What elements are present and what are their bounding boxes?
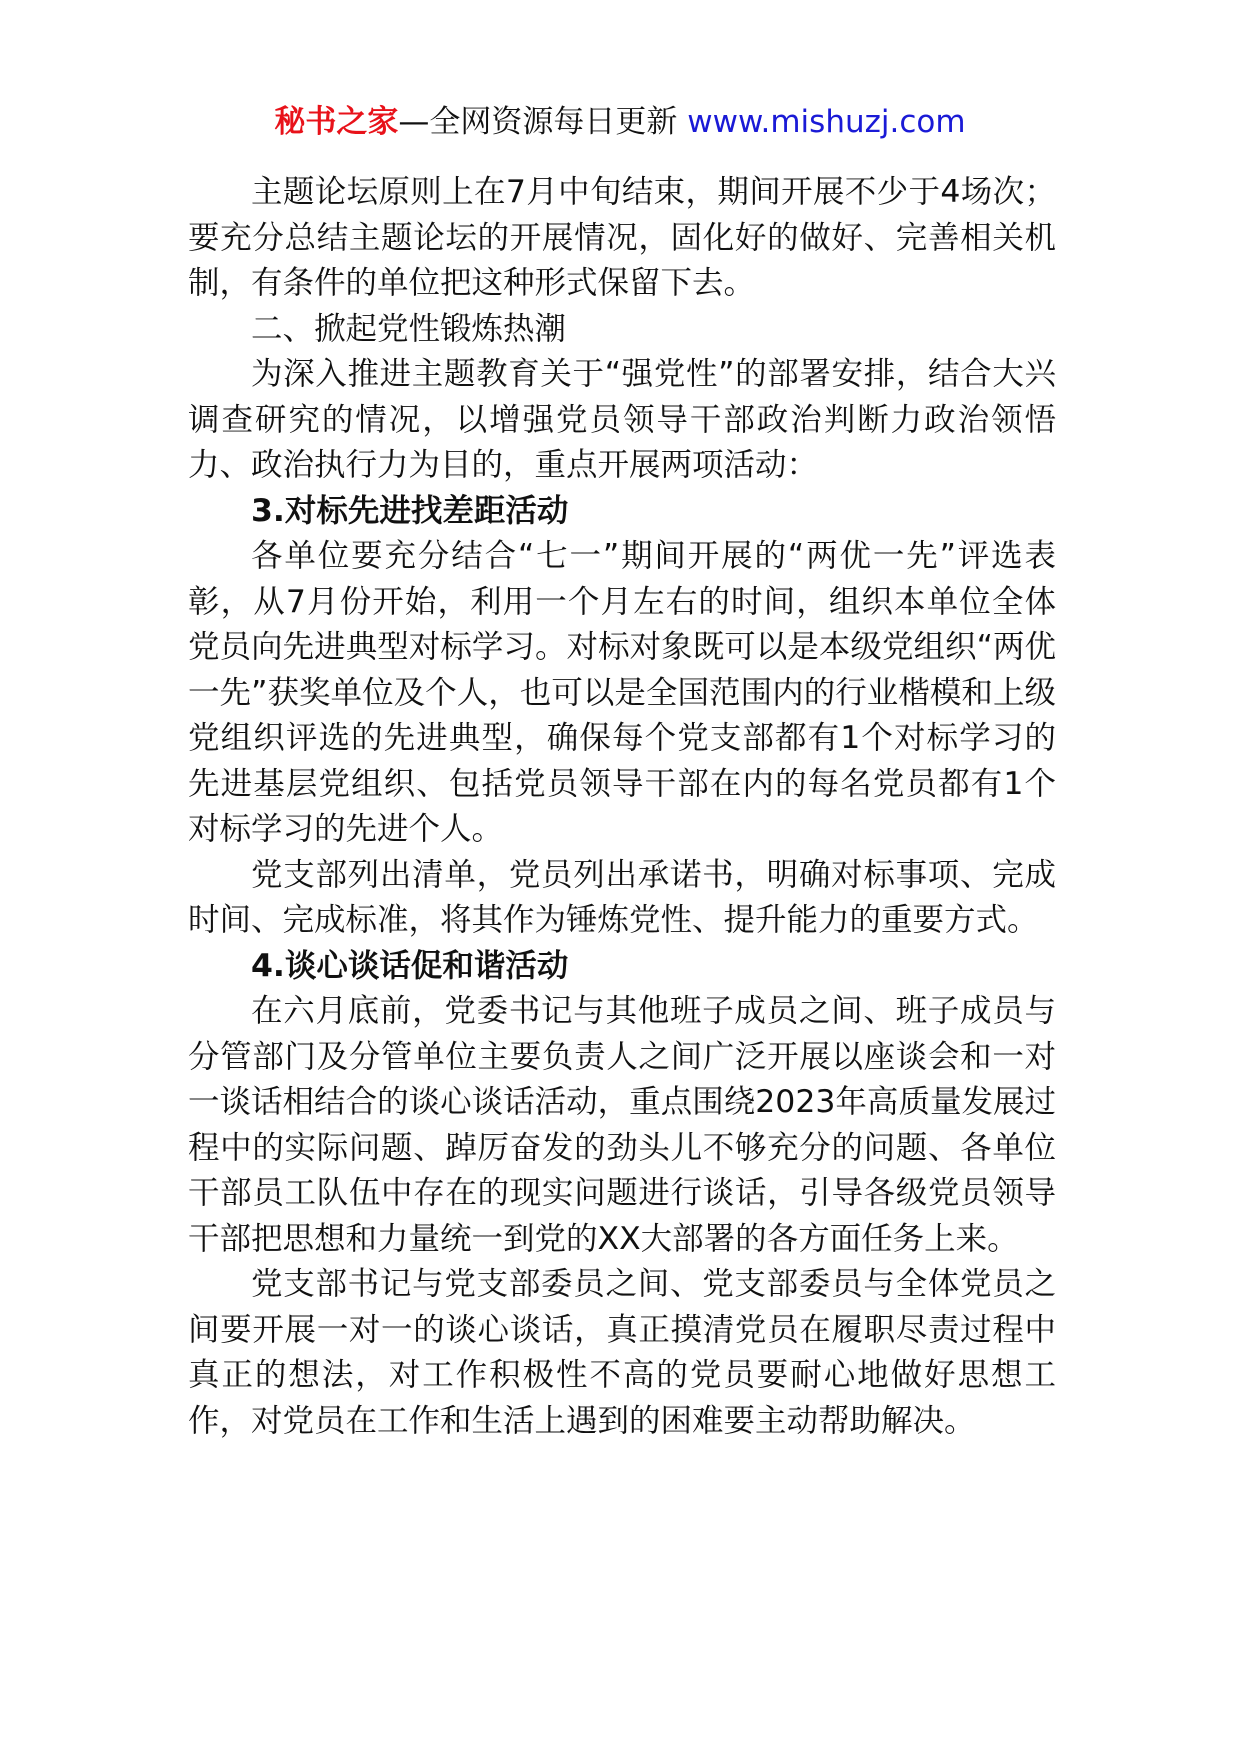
paragraph-benchmark-checklist: 党支部列出清单，党员列出承诺书，明确对标事项、完成时间、完成标准，将其作为锤炼党性、提升能力的重要方式。	[188, 856, 1056, 938]
paragraph-forum-schedule: 主题论坛原则上在7月中旬结束，期间开展不少于4场次；要充分总结主题论坛的开展情况，固化好的做好、完善相关机制，有条件的单位把这种形式保留下去。	[188, 174, 1056, 301]
site-url-link[interactable]: www.mishuzj.com	[687, 104, 966, 140]
document-body	[188, 170, 1056, 1444]
paragraph-party-spirit-intro: 为深入推进主题教育关于“强党性”的部署安排，结合大兴调查研究的情况，以增强党员领导干部政治判断力政治领悟力、政治执行力为目的，重点开展两项活动：	[188, 356, 1056, 483]
section-heading-party-spirit: 二、掀起党性锻炼热潮	[251, 310, 567, 347]
brand-name: 秘书之家	[274, 104, 399, 140]
site-banner	[0, 100, 1240, 144]
paragraph-heart-to-heart-branch: 党支部书记与党支部委员之间、党支部委员与全体党员之间要开展一对一的谈心谈话，真正摸清党员在履职尽责过程中真正的想法，对工作积极性不高的党员要耐心地做好思想工作，对党员在工作和生活上遇到的困难要主动帮助解决。	[188, 1266, 1056, 1439]
subheading-benchmark-activity: 3.对标先进找差距活动	[251, 492, 569, 529]
paragraph-heart-to-heart-leaders: 在六月底前，党委书记与其他班子成员之间、班子成员与分管部门及分管单位主要负责人之间广泛开展以座谈会和一对一谈话相结合的谈心谈话活动，重点围绕2023年高质量发展过程中的实际问题、踔厉奋发的劲头儿不够充分的问题、各单位干部员工队伍中存在的现实问题进行谈话，引导各级党员领导干部把思想和力量统一到党的XX大部署的各方面任务上来。	[188, 993, 1056, 1257]
paragraph-benchmark-details: 各单位要充分结合“七一”期间开展的“两优一先”评选表彰，从7月份开始，利用一个月左右的时间，组织本单位全体党员向先进典型对标学习。对标对象既可以是本级党组织“两优一先”获奖单位及个人，也可以是全国范围内的行业楷模和上级党组织评选的先进典型，确保每个党支部都有1个对标学习的先进基层党组织、包括党员领导干部在内的每名党员都有1个对标学习的先进个人。	[188, 538, 1056, 847]
banner-tagline: —全网资源每日更新	[398, 104, 688, 140]
subheading-heart-to-heart-activity: 4.谈心谈话促和谐活动	[251, 947, 569, 984]
